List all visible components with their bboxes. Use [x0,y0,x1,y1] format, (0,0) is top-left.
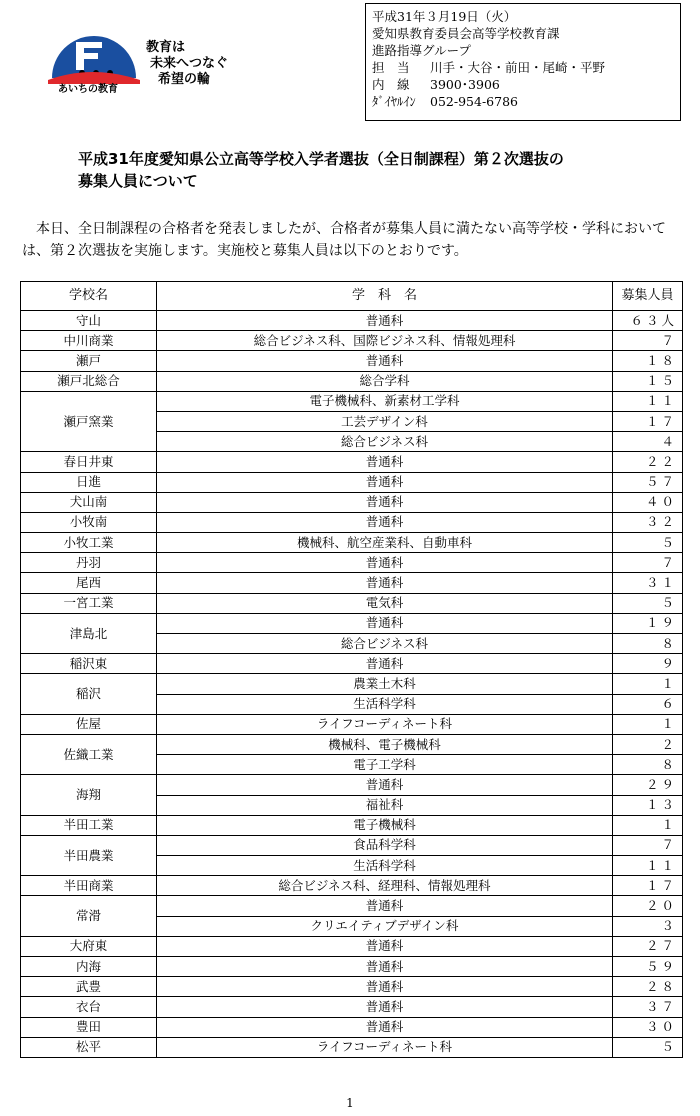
table-row [21,391,683,411]
contact-date: 平成31年３月19日（火） [372,9,517,24]
contact-staff: 川手・大谷・前田・尾崎・平野 [430,60,606,75]
capacity-cell: １１ [613,856,683,876]
department-cell: 普通科 [157,977,613,997]
title-line2: 募集人員について [78,172,198,190]
school-name-cell: 瀬戸窯業 [21,391,157,452]
capacity-cell: ５９ [613,957,683,977]
contact-dial-row [372,93,680,110]
table-row [21,674,683,694]
capacity-cell: ３２ [613,512,683,532]
capacity-cell: １５ [613,371,683,391]
department-cell: 農業土木科 [157,674,613,694]
school-name-cell: 半田工業 [21,815,157,835]
table-row [21,714,683,734]
department-cell: クリエイティブデザイン科 [157,916,613,936]
department-cell: 普通科 [157,997,613,1017]
department-cell: 機械科、電子機械科 [157,734,613,754]
table-row [21,492,683,512]
school-name-cell: 半田農業 [21,835,157,875]
capacity-cell: ４ [613,432,683,452]
logo-tagline-line3: 希望の輪 [158,72,211,87]
department-cell: 普通科 [157,351,613,371]
capacity-cell: ６ [613,694,683,714]
table-row [21,553,683,573]
department-cell: 総合ビジネス科、国際ビジネス科、情報処理科 [157,331,613,351]
department-cell: 普通科 [157,512,613,532]
table-row [21,654,683,674]
table-row [21,835,683,855]
department-cell: 工芸デザイン科 [157,411,613,431]
table-row [21,977,683,997]
capacity-cell: ２８ [613,977,683,997]
header-capacity: 募集人員 [613,282,683,311]
capacity-cell: １３ [613,795,683,815]
school-name-cell: 稲沢東 [21,654,157,674]
recruitment-table [20,281,683,1058]
capacity-cell: １ [613,674,683,694]
department-cell: 普通科 [157,452,613,472]
capacity-cell: ９ [613,654,683,674]
department-cell: 生活科学科 [157,856,613,876]
department-cell: 電子機械科 [157,815,613,835]
capacity-cell: ２７ [613,936,683,956]
capacity-cell: ２ [613,734,683,754]
table-row [21,815,683,835]
page-number: 1 [346,1096,354,1110]
department-cell: 電子機械科、新素材工学科 [157,391,613,411]
department-cell: 普通科 [157,957,613,977]
department-cell: 普通科 [157,936,613,956]
capacity-cell: ２９ [613,775,683,795]
department-cell: 生活科学科 [157,694,613,714]
table-row [21,896,683,916]
capacity-cell: １ [613,815,683,835]
logo-tagline [146,40,228,88]
school-name-cell: 瀬戸北総合 [21,371,157,391]
school-name-cell: 瀬戸 [21,351,157,371]
department-cell: 普通科 [157,775,613,795]
logo-tagline-line1: 教育は [146,40,186,55]
school-name-cell: 武豊 [21,977,157,997]
table-row [21,533,683,553]
school-name-cell: 海翔 [21,775,157,815]
intro-paragraph: 本日、全日制課程の合格者を発表しましたが、合格者が募集人員に満たない高等学校・学科においては、第２次選抜を実施します。実施校と募集人員は以下のとおりです。 [22,221,666,259]
department-cell: 普通科 [157,654,613,674]
school-name-cell: 松平 [21,1037,157,1057]
table-row [21,734,683,754]
school-name-cell: 小牧南 [21,512,157,532]
department-cell: 普通科 [157,311,613,331]
department-cell: 普通科 [157,492,613,512]
department-cell: 電気科 [157,593,613,613]
table-row [21,593,683,613]
table-row [21,1017,683,1037]
department-cell: ライフコーディネート科 [157,1037,613,1057]
logo-mark-icon [42,20,152,84]
contact-staff-row [372,59,680,76]
table-row [21,613,683,633]
capacity-cell: ８ [613,634,683,654]
department-cell: 普通科 [157,553,613,573]
title-line1: 平成31年度愛知県公立高等学校入学者選抜（全日制課程）第２次選抜の [78,150,564,168]
capacity-cell: ２０ [613,896,683,916]
capacity-cell: ２２ [613,452,683,472]
school-name-cell: 守山 [21,311,157,331]
department-cell: 電子工学科 [157,755,613,775]
capacity-cell: ５７ [613,472,683,492]
contact-org: 愛知県教育委員会高等学校教育課 [372,26,560,41]
department-cell: 福祉科 [157,795,613,815]
capacity-cell: １ [613,714,683,734]
school-name-cell: 内海 [21,957,157,977]
school-name-cell: 中川商業 [21,331,157,351]
school-name-cell: 佐屋 [21,714,157,734]
department-cell: 総合ビジネス科 [157,634,613,654]
header-school: 学校名 [21,282,157,311]
capacity-cell: １９ [613,613,683,633]
capacity-cell: ５ [613,593,683,613]
school-name-cell: 稲沢 [21,674,157,714]
department-cell: 普通科 [157,896,613,916]
table-header-row [21,282,683,311]
logo-tagline-line2: 未来へつなぐ [150,56,229,71]
school-name-cell: 衣台 [21,997,157,1017]
table-row [21,311,683,331]
capacity-cell: ３０ [613,1017,683,1037]
capacity-cell: ６３人 [613,311,683,331]
table-row [21,512,683,532]
capacity-cell: ７ [613,553,683,573]
capacity-cell: ８ [613,755,683,775]
table-row [21,997,683,1017]
school-name-cell: 日進 [21,472,157,492]
school-name-cell: 半田商業 [21,876,157,896]
capacity-cell: １１ [613,391,683,411]
department-cell: 食品科学科 [157,835,613,855]
header-department: 学 科 名 [157,282,613,311]
school-name-cell: 一宮工業 [21,593,157,613]
department-cell: 総合学科 [157,371,613,391]
school-name-cell: 尾西 [21,573,157,593]
department-cell: 普通科 [157,573,613,593]
table-row [21,472,683,492]
capacity-cell: ７ [613,835,683,855]
table-row [21,876,683,896]
contact-staff-label: 担 当 [372,60,410,75]
department-cell: 普通科 [157,613,613,633]
school-name-cell: 丹羽 [21,553,157,573]
table-row [21,351,683,371]
table-row [21,936,683,956]
capacity-cell: １７ [613,876,683,896]
capacity-cell: １７ [613,411,683,431]
department-cell: ライフコーディネート科 [157,714,613,734]
capacity-cell: ７ [613,331,683,351]
capacity-cell: ３ [613,916,683,936]
capacity-cell: １８ [613,351,683,371]
table-row [21,371,683,391]
school-name-cell: 津島北 [21,613,157,653]
school-name-cell: 大府東 [21,936,157,956]
contact-ext-label: 内 線 [372,77,410,92]
table-row [21,775,683,795]
document-title [78,148,678,192]
school-name-cell: 犬山南 [21,492,157,512]
school-name-cell: 春日井東 [21,452,157,472]
department-cell: 総合ビジネス科 [157,432,613,452]
table-row [21,1037,683,1057]
school-name-cell: 常滑 [21,896,157,936]
school-name-cell: 小牧工業 [21,533,157,553]
school-name-cell: 豊田 [21,1017,157,1037]
table-row [21,573,683,593]
contact-dial: 052-954-6786 [430,94,518,109]
capacity-cell: ５ [613,533,683,553]
capacity-cell: ５ [613,1037,683,1057]
capacity-cell: ３７ [613,997,683,1017]
department-cell: 総合ビジネス科、経理科、情報処理科 [157,876,613,896]
table-row [21,331,683,351]
department-cell: 普通科 [157,1017,613,1037]
capacity-cell: ４０ [613,492,683,512]
capacity-cell: ３１ [613,573,683,593]
department-cell: 普通科 [157,472,613,492]
table-row [21,957,683,977]
table-row [21,452,683,472]
department-cell: 機械科、航空産業科、自動車科 [157,533,613,553]
table-body [21,311,683,1058]
contact-box [365,3,681,121]
contact-ext-row [372,76,680,93]
contact-ext: 3900･3906 [430,77,500,92]
logo-name: あいちの教育 [58,84,118,95]
school-name-cell: 佐織工業 [21,734,157,774]
aichi-education-logo [42,20,272,100]
contact-dial-label: ﾀﾞｲﾔﾙｲﾝ [372,94,416,109]
contact-group: 進路指導グループ [372,43,472,58]
